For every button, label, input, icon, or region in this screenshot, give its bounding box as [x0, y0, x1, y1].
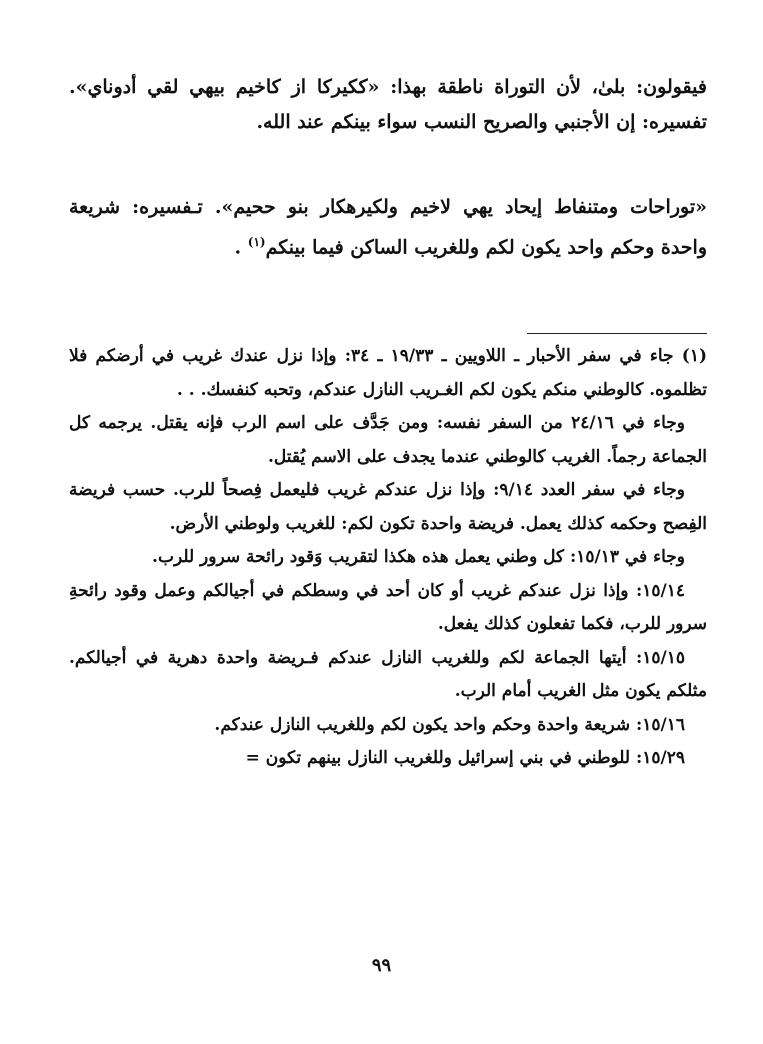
footnotes	[69, 340, 707, 776]
footnote-entry: ١٥/٢٩: للوطني في بني إسرائيل وللغريب النازل بينهم تكون =	[245, 748, 685, 768]
footnote-entry: وجاء في ١٥/١٣: كل وطني يعمل هذه هكذا لتقريب وَقود رائحة سرور للرب.	[152, 547, 685, 567]
paragraph-end: .	[234, 236, 242, 259]
footnote-separator	[527, 333, 707, 334]
footnote-entry: ١٥/١٥: أيتها الجماعة لكم وللغريب النازل عندكم فـريضة واحدة دهرية في أجيالكم. مثلكم يكون مثل الغريب أمام الرب.	[69, 647, 707, 701]
footnote-entry: ١٥/١٦: شريعة واحدة وحكم واحد يكون لكم وللغريب النازل عندكم.	[214, 714, 685, 735]
footnote-marker: (١)	[247, 235, 266, 249]
page-number: ٩٩	[371, 955, 392, 976]
footnote-entry: وجاء في ٢٤/١٦ من السفر نفسه: ومن جَدَّف على اسم الرب فإنه يقتل. يرجمه كل الجماعة رجماً. الغريب كالوطني عندما يجدف على الاسم يُقتل.	[69, 413, 707, 467]
footnote-entry: وجاء في سفر العدد ٩/١٤: وإذا نزل عندكم غريب فليعمل فِصحاً للرب. حسب فريضة الفِصح وحكمه كذلك يعمل. فريضة واحدة تكون لكم: للغريب ولوطني الأرض.	[69, 480, 707, 534]
main-text-block-2	[69, 190, 707, 265]
paragraph-text: «توراحات ومتنفاط إيحاد يهي لاخيم ولكيرهكار بنو ححيم». تـفسيره: شريعة واحدة وحكم واحد يكون لكم وللغريب الساكن فيما بينكم	[69, 196, 707, 259]
footnote-entry: ١٥/١٤: وإذا نزل عندكم غريب أو كان أحد في وسطكم في أجيالكم وعمل وقود رائحةِ سرور للرب، فكما تفعلون كذلك يفعل.	[69, 580, 707, 634]
footnote-entry: (١) جاء في سفر الأحبار ـ اللاويين ـ ١٩/٣٣ ـ ٣٤: وإذا نزل عندك غريب في أرضكم فلا تظلموه. كالوطني منكم يكون لكم الغـريب النازل عندكم، وتحبه كنفسك. . .	[69, 346, 707, 400]
paragraph: فيقولون: بلىٰ، لأن التوراة ناطقة بهذا: «ككيركا از كاخيم بيهي لقي أدوناي». تفسيره: إن الأجنبي والصريح النسب سواء بينكم عند الله.	[69, 76, 707, 133]
main-text-block-1	[69, 70, 707, 140]
paragraph	[69, 190, 707, 265]
